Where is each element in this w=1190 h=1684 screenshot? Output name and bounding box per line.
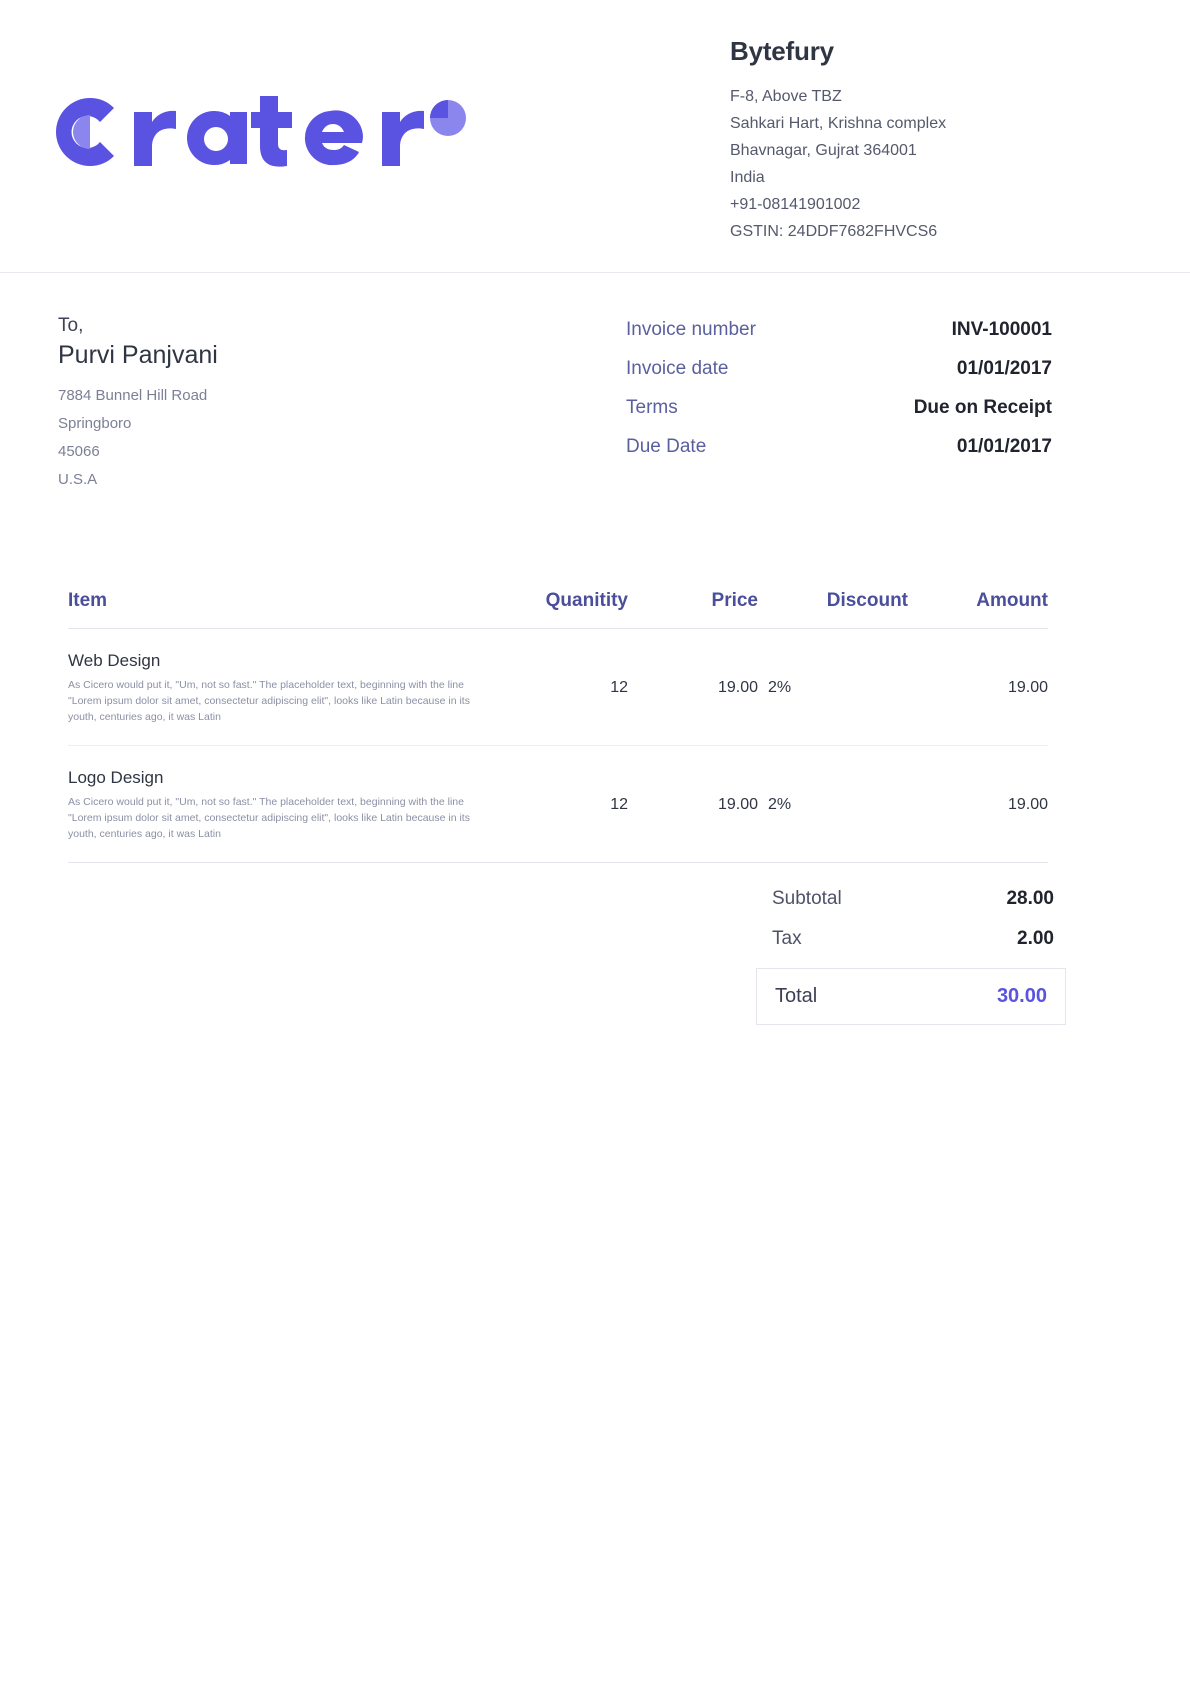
customer-name: Purvi Panjvani	[58, 341, 218, 369]
item-name: Web Design	[68, 651, 161, 670]
subtotal-label: Subtotal	[772, 888, 842, 909]
customer-address-line-3: 45066	[58, 443, 100, 460]
total-row	[756, 968, 1066, 1025]
meta-row	[626, 397, 1052, 419]
item-discount: 2%	[768, 796, 792, 813]
table-row	[68, 746, 1048, 863]
column-header-item: Item	[68, 590, 108, 611]
item-name: Logo Design	[68, 768, 164, 787]
meta-row	[626, 358, 1052, 380]
company-gstin: GSTIN: 24DDF7682FHVCS6	[730, 223, 938, 240]
company-name: Bytefury	[730, 36, 834, 66]
due-date-value: 01/01/2017	[956, 436, 1052, 457]
item-cell	[68, 651, 488, 725]
tax-value: 2.00	[1017, 928, 1054, 949]
company-block	[730, 36, 1150, 245]
column-header-price: Price	[711, 590, 758, 611]
column-header-discount: Discount	[826, 590, 908, 611]
item-discount: 2%	[768, 679, 792, 696]
total-value: 30.00	[996, 985, 1047, 1007]
company-address-line-2: Sahkari Hart, Krishna complex	[730, 115, 947, 132]
item-amount: 19.00	[1007, 679, 1048, 696]
column-header-quantity: Quanitity	[545, 590, 628, 611]
crater-logo	[48, 88, 488, 176]
total-label: Total	[775, 985, 818, 1007]
line-items-table	[68, 590, 1048, 863]
company-address-line-1: F-8, Above TBZ	[730, 88, 842, 105]
company-address-line-4: India	[730, 169, 765, 186]
invoice-header	[0, 0, 1190, 273]
item-description: As Cicero would put it, "Um, not so fast." The placeholder text, beginning with the line "Lorem ipsum dolor sit amet, consectetur adipiscing elit", looks like Latin because in its youth, centuries ago, it was Latin	[68, 679, 470, 723]
bill-to-block	[58, 315, 538, 494]
invoice-number-value: INV-100001	[951, 319, 1052, 340]
company-phone: +91-08141901002	[730, 196, 861, 213]
invoice-date-value: 01/01/2017	[956, 358, 1052, 379]
company-address-line-3: Bhavnagar, Gujrat 364001	[730, 142, 917, 159]
invoice-number-label: Invoice number	[626, 319, 756, 340]
item-price: 19.00	[717, 796, 758, 813]
customer-address-line-2: Springboro	[58, 415, 132, 432]
item-cell	[68, 768, 488, 842]
customer-address-line-1: 7884 Bunnel Hill Road	[58, 387, 208, 404]
item-quantity: 12	[610, 796, 628, 813]
invoice-meta	[626, 319, 1052, 475]
tax-row	[756, 928, 1066, 950]
bill-to-label: To,	[58, 315, 84, 336]
tax-label: Tax	[772, 928, 802, 949]
due-date-label: Due Date	[626, 436, 707, 457]
terms-label: Terms	[626, 397, 678, 418]
terms-value: Due on Receipt	[913, 397, 1052, 418]
subtotal-value: 28.00	[1006, 888, 1054, 909]
table-row	[68, 629, 1048, 746]
table-header-row	[68, 590, 1048, 629]
item-quantity: 12	[610, 679, 628, 696]
subtotal-row	[756, 888, 1066, 910]
item-price: 19.00	[717, 679, 758, 696]
item-description: As Cicero would put it, "Um, not so fast." The placeholder text, beginning with the line "Lorem ipsum dolor sit amet, consectetur adipiscing elit", looks like Latin because in its youth, centuries ago, it was Latin	[68, 796, 470, 840]
customer-address-line-4: U.S.A	[58, 471, 98, 488]
item-amount: 19.00	[1007, 796, 1048, 813]
invoice-date-label: Invoice date	[626, 358, 729, 379]
meta-row	[626, 319, 1052, 341]
meta-row	[626, 436, 1052, 458]
totals-block	[756, 888, 1066, 1025]
column-header-amount: Amount	[976, 590, 1048, 611]
invoice-details-section	[0, 273, 1190, 488]
